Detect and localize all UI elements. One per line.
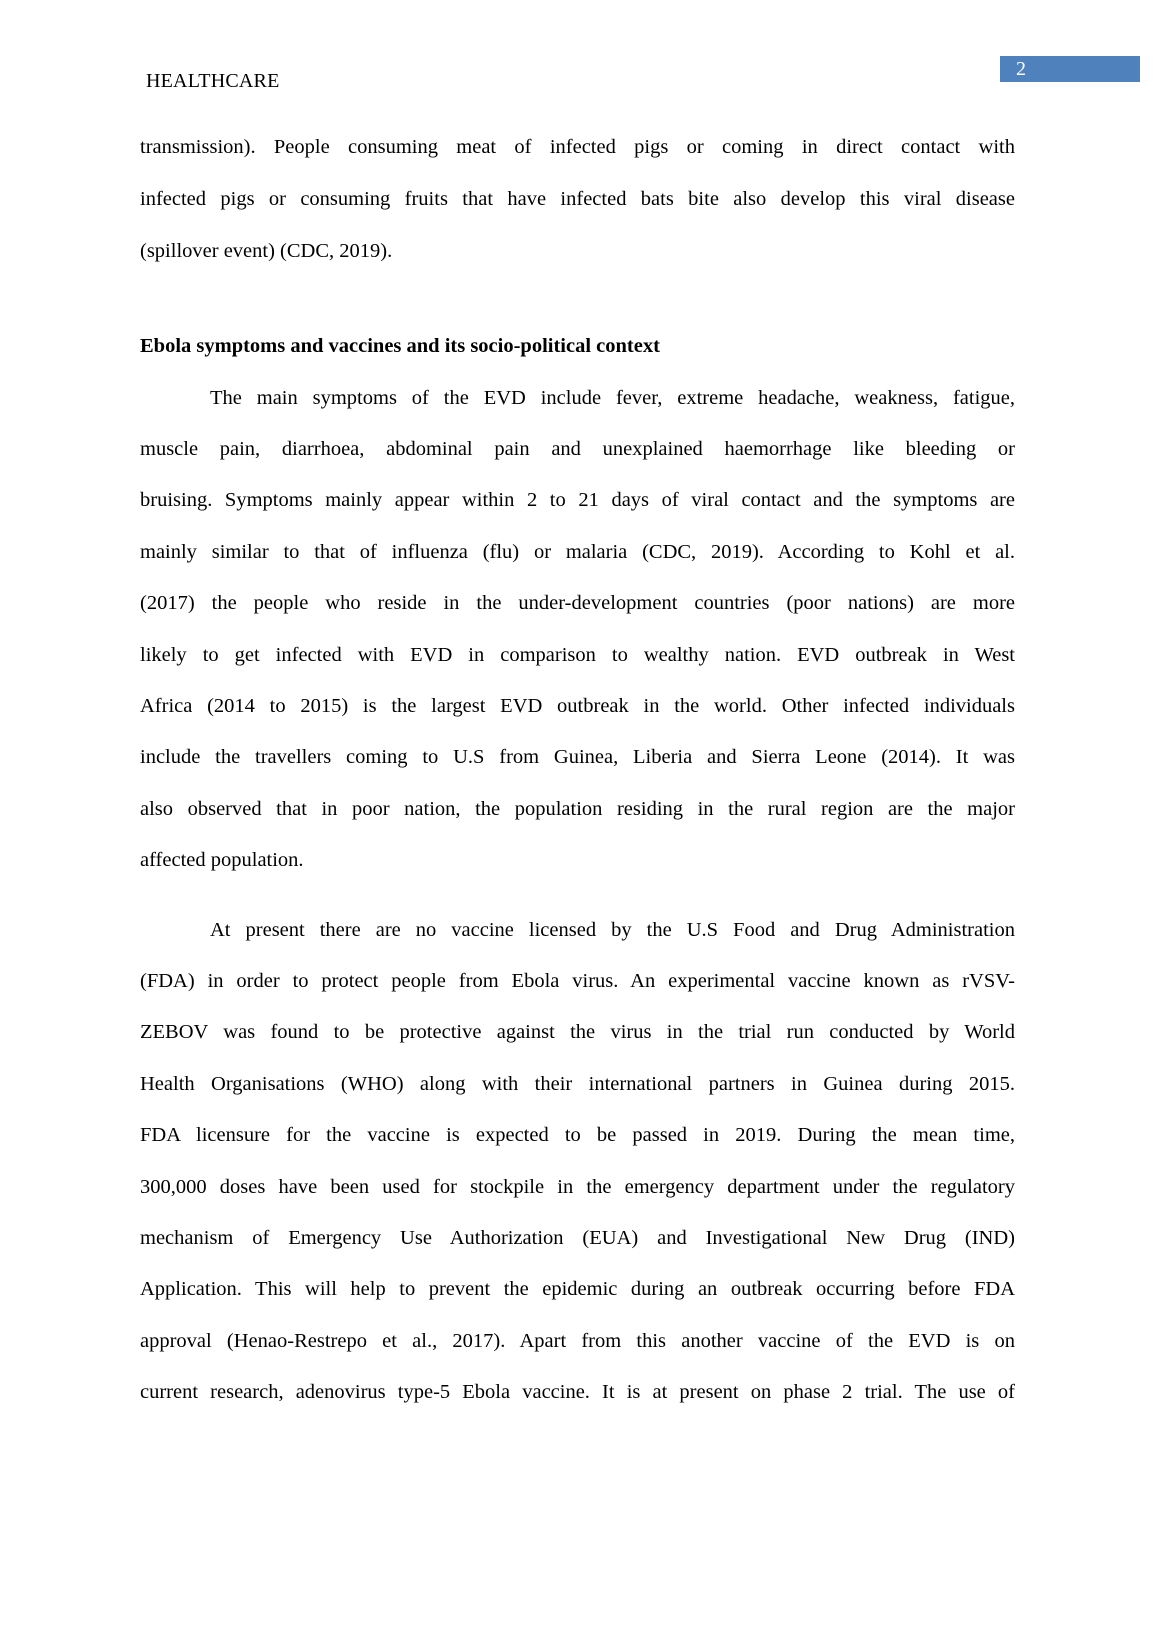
- text-line: FDA licensure for the vaccine is expected to be passed in 2019. During the mean time,: [140, 1124, 1015, 1146]
- text-line: bruising. Symptoms mainly appear within 2 to 21 days of viral contact and the symptoms are: [140, 489, 1015, 511]
- text-line: mainly similar to that of influenza (flu) or malaria (CDC, 2019). According to Kohl et al.: [140, 541, 1015, 563]
- text-line: The main symptoms of the EVD include fever, extreme headache, weakness, fatigue,: [210, 387, 1015, 409]
- text-line: Africa (2014 to 2015) is the largest EVD outbreak in the world. Other infected individuals: [140, 695, 1015, 717]
- text-line: likely to get infected with EVD in comparison to wealthy nation. EVD outbreak in West: [140, 644, 1015, 666]
- section-heading: Ebola symptoms and vaccines and its socio-political context: [140, 335, 660, 357]
- text-line: transmission). People consuming meat of infected pigs or coming in direct contact with: [140, 136, 1015, 158]
- text-line: muscle pain, diarrhoea, abdominal pain and unexplained haemorrhage like bleeding or: [140, 438, 1015, 460]
- text-line: (spillover event) (CDC, 2019).: [140, 240, 393, 262]
- text-line: 300,000 doses have been used for stockpile in the emergency department under the regulatory: [140, 1176, 1015, 1198]
- page-number: 2: [1016, 58, 1026, 80]
- text-line: infected pigs or consuming fruits that have infected bats bite also develop this viral disease: [140, 188, 1015, 210]
- text-line: approval (Henao-Restrepo et al., 2017). Apart from this another vaccine of the EVD is on: [140, 1330, 1015, 1352]
- text-line: also observed that in poor nation, the population residing in the rural region are the major: [140, 798, 1015, 820]
- text-line: Application. This will help to prevent the epidemic during an outbreak occurring before FDA: [140, 1278, 1015, 1300]
- text-line: current research, adenovirus type-5 Ebola vaccine. It is at present on phase 2 trial. The use of: [140, 1381, 1015, 1403]
- text-line: (FDA) in order to protect people from Ebola virus. An experimental vaccine known as rVSV-: [140, 970, 1015, 992]
- running-head: HEALTHCARE: [146, 70, 280, 92]
- text-line: At present there are no vaccine licensed by the U.S Food and Drug Administration: [210, 919, 1015, 941]
- text-line: mechanism of Emergency Use Authorization (EUA) and Investigational New Drug (IND): [140, 1227, 1015, 1249]
- page-number-box: [1000, 56, 1140, 82]
- text-line: ZEBOV was found to be protective against the virus in the trial run conducted by World: [140, 1021, 1015, 1043]
- text-line: include the travellers coming to U.S from Guinea, Liberia and Sierra Leone (2014). It was: [140, 746, 1015, 768]
- text-line: Health Organisations (WHO) along with their international partners in Guinea during 2015.: [140, 1073, 1015, 1095]
- text-line: (2017) the people who reside in the under-development countries (poor nations) are more: [140, 592, 1015, 614]
- text-line: affected population.: [140, 849, 304, 871]
